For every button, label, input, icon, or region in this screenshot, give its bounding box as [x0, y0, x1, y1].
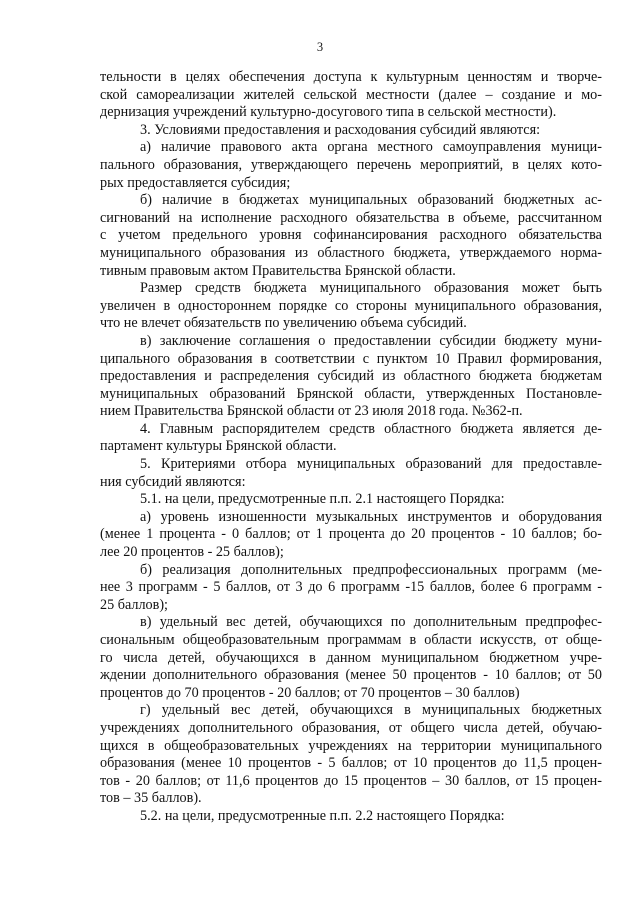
text-line: увеличен в одностороннем порядке со стороны муниципального образования, — [100, 297, 602, 314]
paragraph-3 — [100, 122, 602, 140]
text-line: тов - 20 баллов; от 11,6 процентов до 15 процентов – 30 баллов, от 15 процен- — [100, 772, 602, 789]
text-line: ской самореализации жителей сельской местности (далее – создание и мо- — [100, 86, 602, 103]
text-line: щихся в общеобразовательных учреждениях на территории муниципального — [100, 737, 602, 754]
text-line: а) уровень изношенности музыкальных инструментов и оборудования — [140, 508, 602, 525]
text-line: тельности в целях обеспечения доступа к культурным ценностям и творче- — [100, 69, 602, 85]
paragraph-5-2 — [100, 808, 602, 826]
text-line: рых предоставляется субсидия; — [100, 174, 291, 191]
paragraph-3a — [100, 139, 602, 192]
text-line: (менее 1 процента - 0 баллов; от 1 процента до 20 процентов - 10 баллов; бо- — [100, 526, 602, 543]
paragraph-5-1 — [100, 491, 602, 509]
text-line: сигнований на исполнение расходного обязательства в объеме, рассчитанном — [100, 209, 602, 226]
text-line: образования (менее 10 процентов - 5 баллов; от 10 процентов до 11,5 процен- — [100, 755, 602, 772]
text-line: что не влечет обязательств по увеличению объема субсидий. — [100, 315, 467, 332]
text-line: дернизация учреждений культурно-досугового типа в сельской местности). — [100, 104, 557, 121]
text-line: ципального образования в соответствии с пунктом 10 Правил формирования, — [100, 350, 602, 367]
text-line: процентов до 70 процентов - 20 баллов; от 70 процентов – 30 баллов) — [100, 684, 520, 701]
paragraph-5-1d — [100, 702, 602, 808]
text-line: муниципальных образований Брянской области, утвержденных Постановле- — [100, 385, 602, 402]
text-line: б) реализация дополнительных предпрофессиональных программ (ме- — [140, 561, 602, 578]
text-line: пального образования, утверждающего перечень мероприятий, в целях кото- — [100, 156, 602, 173]
paragraph-5-1c — [100, 614, 602, 702]
paragraph-4 — [100, 421, 602, 456]
paragraph-intro-continuation — [100, 69, 602, 122]
text-line: партамент культуры Брянской области. — [100, 438, 337, 455]
text-line: нием Правительства Брянской области от 23 июля 2018 года. №362-п. — [100, 403, 523, 420]
text-line: ждении дополнительного образования (менее 50 процентов - 10 баллов; от 50 — [100, 667, 602, 684]
text-line: 5.2. на цели, предусмотренные п.п. 2.2 настоящего Порядка: — [140, 807, 505, 824]
text-line: учреждениях дополнительного образования, от общего числа детей, обучаю- — [100, 719, 602, 736]
text-line: 3. Условиями предоставления и расходования субсидий являются: — [140, 121, 541, 138]
text-line: в) заключение соглашения о предоставлении субсидии бюджету муни- — [140, 332, 602, 349]
text-line: предоставления и распределения субсидий из областного бюджета бюджетам — [100, 368, 602, 385]
paragraph-5-1a — [100, 509, 602, 562]
text-line: б) наличие в бюджетах муниципальных образований бюджетных ас- — [140, 192, 602, 209]
text-line: Размер средств бюджета муниципального образования может быть — [140, 280, 602, 297]
page-number: 3 — [316, 40, 324, 54]
text-line: 25 баллов); — [100, 596, 168, 613]
paragraph-3c — [100, 333, 602, 421]
paragraph-3b — [100, 192, 602, 280]
text-line: тивным правовым актом Правительства Брянской области. — [100, 262, 456, 279]
text-line: го числа детей, обучающихся в данном муниципальном бюджетном учре- — [100, 649, 602, 666]
paragraph-3-size — [100, 280, 602, 333]
text-line: ния субсидий являются: — [100, 473, 246, 490]
text-line: 5.1. на цели, предусмотренные п.п. 2.1 настоящего Порядка: — [140, 491, 505, 508]
text-line: а) наличие правового акта органа местного самоуправления муници- — [140, 139, 602, 156]
paragraph-5 — [100, 456, 602, 491]
text-line: 4. Главным распорядителем средств областного бюджета является де- — [140, 420, 602, 437]
text-line: 5. Критериями отбора муниципальных образований для предоставле- — [140, 456, 602, 473]
paragraph-5-1b — [100, 562, 602, 615]
text-line: муниципального образования из областного бюджета, утверждаемого норма- — [100, 244, 602, 261]
text-line: лее 20 процентов - 25 баллов); — [100, 544, 284, 561]
text-line: тов – 35 баллов). — [100, 790, 202, 807]
text-line: в) удельный вес детей, обучающихся по дополнительным предпрофес- — [140, 614, 602, 631]
text-line: сиональным общеобразовательным программам в области искусств, от обще- — [100, 632, 602, 648]
document-body — [100, 69, 602, 826]
text-line: с учетом предельного уровня софинансирования расходного обязательства — [100, 227, 602, 244]
text-line: нее 3 программ - 5 баллов, от 3 до 6 программ -15 баллов, более 6 программ - — [100, 579, 602, 596]
text-line: г) удельный вес детей, обучающихся в муниципальных бюджетных — [140, 702, 602, 719]
